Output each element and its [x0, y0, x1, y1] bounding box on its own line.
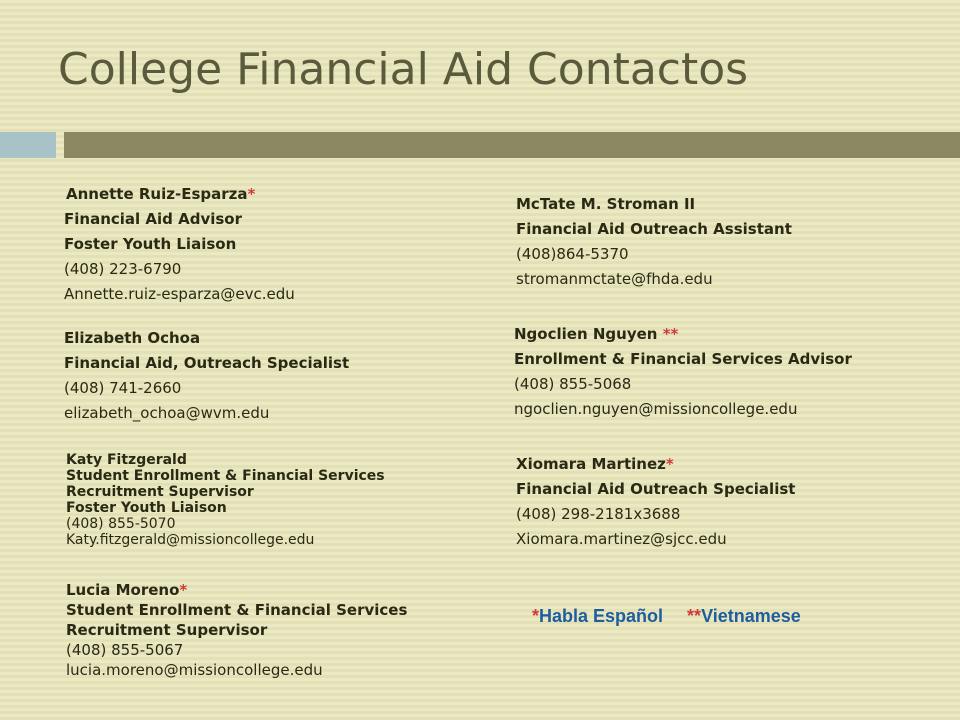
contact-email: Katy.fitzgerald@missioncollege.edu: [66, 532, 315, 548]
spanish-marker: *: [179, 581, 188, 599]
contact-title-secondary: Recruitment Supervisor: [66, 621, 268, 639]
contact-phone: (408) 223-6790: [64, 260, 182, 278]
contact-name: Lucia Moreno*: [66, 581, 188, 599]
contact-title-secondary: Foster Youth Liaison: [64, 235, 237, 253]
contact-card-elizabeth: [64, 326, 349, 426]
contact-phone: (408) 741-2660: [64, 379, 182, 397]
title-rule-accent: [0, 132, 56, 158]
contact-title: Enrollment & Financial Services Advisor: [514, 350, 852, 368]
legend-spanish-label: Habla Español: [539, 606, 664, 626]
contact-email: lucia.moreno@missioncollege.edu: [66, 661, 323, 679]
language-legend: [532, 606, 801, 627]
contact-title: Student Enrollment & Financial Services: [66, 468, 385, 484]
contact-phone: (408) 855-5070: [66, 516, 176, 532]
legend-spanish-marker: *: [532, 606, 540, 626]
spanish-marker: *: [665, 455, 674, 473]
contact-name: Xiomara Martinez*: [516, 455, 674, 473]
legend-vietnamese-marker: **: [687, 606, 702, 626]
contact-phone: (408) 855-5068: [514, 375, 632, 393]
contact-phone: (408) 855-5067: [66, 641, 184, 659]
contact-title-tertiary: Foster Youth Liaison: [66, 500, 227, 516]
contact-name: McTate M. Stroman II: [516, 195, 696, 213]
contact-email: Annette.ruiz-esparza@evc.edu: [64, 285, 295, 303]
vietnamese-marker: **: [662, 325, 679, 343]
contact-email: Xiomara.martinez@sjcc.edu: [516, 530, 727, 548]
title-rule-bar: [64, 132, 960, 158]
contact-name: Annette Ruiz-Esparza*: [66, 185, 256, 203]
contact-card-katy: [66, 452, 385, 548]
contact-title-secondary: Recruitment Supervisor: [66, 484, 254, 500]
contact-email: stromanmctate@fhda.edu: [516, 270, 713, 288]
legend-vietnamese-label: Vietnamese: [701, 606, 801, 626]
contact-title: Financial Aid Outreach Specialist: [516, 480, 796, 498]
contact-name: Elizabeth Ochoa: [64, 329, 201, 347]
contact-email: ngoclien.nguyen@missioncollege.edu: [514, 400, 798, 418]
contact-email: elizabeth_ochoa@wvm.edu: [64, 404, 270, 422]
contact-name: Katy Fitzgerald: [66, 452, 187, 468]
contact-card-ngoclien: [514, 322, 852, 422]
contact-title: Financial Aid, Outreach Specialist: [64, 354, 350, 372]
contact-title: Financial Aid Advisor: [64, 210, 242, 228]
spanish-marker: *: [247, 185, 256, 203]
contact-card-xiomara: [516, 452, 795, 552]
contact-card-lucia: [66, 580, 407, 680]
contact-card-annette: [64, 182, 295, 307]
contact-card-mctate: [516, 192, 792, 292]
slide-title: College Financial Aid Contactos: [58, 44, 749, 95]
contact-phone: (408) 298-2181x3688: [516, 505, 681, 523]
contact-title: Financial Aid Outreach Assistant: [516, 220, 792, 238]
contact-phone: (408)864-5370: [516, 245, 629, 263]
contact-name: Ngoclien Nguyen **: [514, 325, 679, 343]
contact-title: Student Enrollment & Financial Services: [66, 601, 408, 619]
